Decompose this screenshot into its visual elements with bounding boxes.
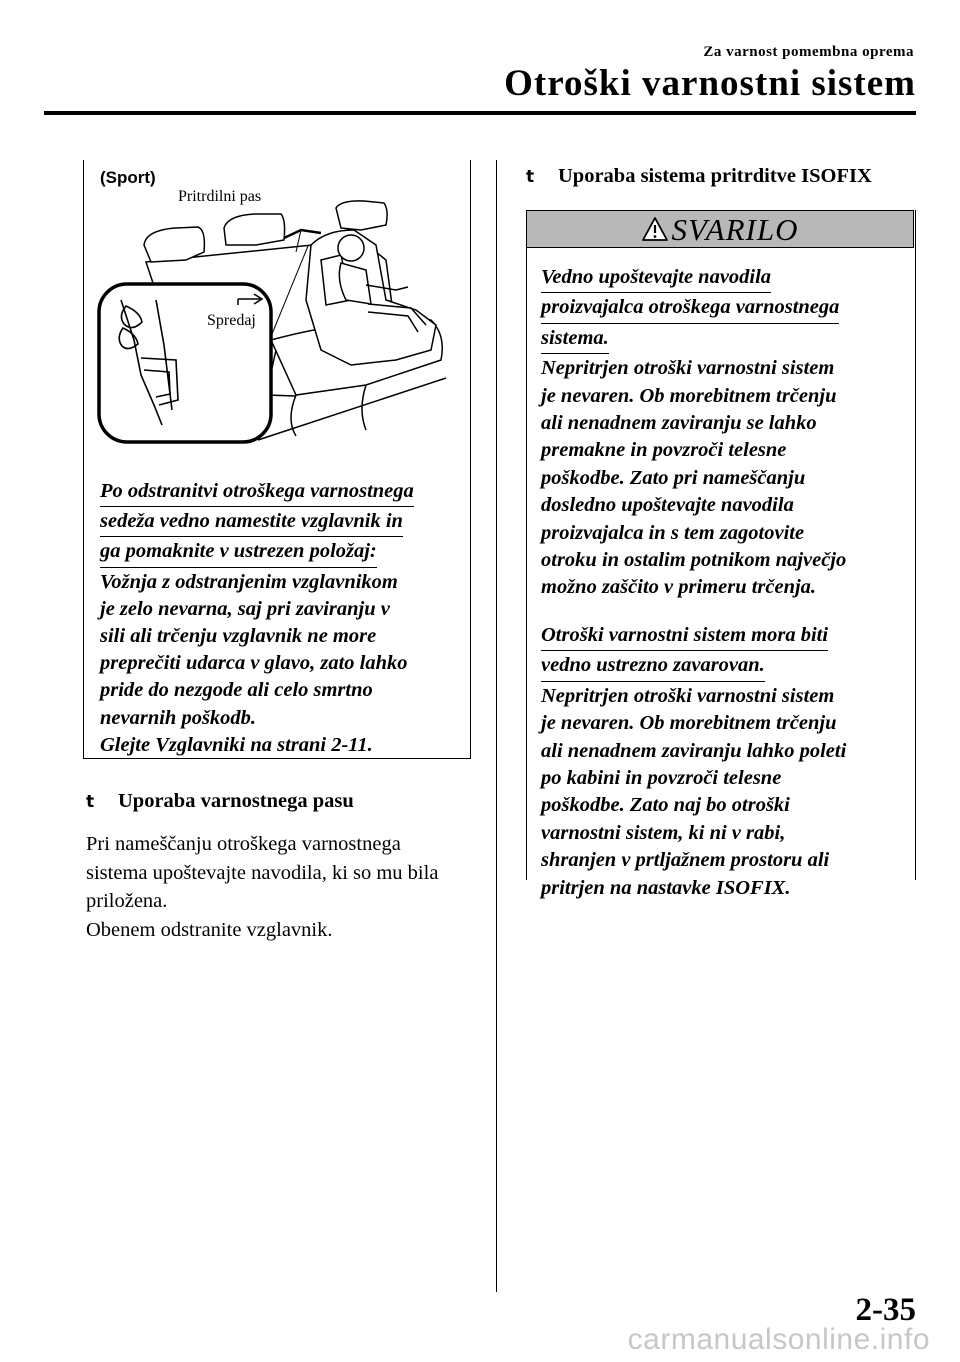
caution-line: Otroški varnostni sistem mora biti [541, 622, 828, 651]
caution-line: otroku in ostalim potnikom največjo [541, 549, 847, 572]
warning-line: pride do nezgode ali celo smrtno [100, 679, 373, 702]
warning-line: sili ali trčenju vzglavnik ne more [100, 625, 377, 648]
caution-line: vedno ustrezno zavarovan. [541, 652, 765, 681]
caution-line: Nepritrjen otroški varnostni sistem [541, 357, 835, 380]
section-bullet: t [526, 167, 535, 187]
warning-line: nevarnih poškodb. [100, 706, 257, 729]
caution-line: shranjen v prtljažnem prostoru ali [541, 849, 830, 872]
isofix-heading-text: Uporaba sistema pritrditve ISOFIX [558, 165, 872, 187]
body-line: sistema upoštevajte navodila, ki so mu bila [86, 861, 439, 884]
page-title: Otroški varnostni sistem [504, 63, 916, 104]
warning-line: ga pomaknite v ustrezen položaj: [100, 538, 377, 567]
child-seat-illustration [96, 200, 468, 450]
watermark: carmanualsonline.info [627, 1323, 930, 1356]
warning-line: Po odstranitvi otroškega varnostnega [100, 478, 414, 507]
figure-variant-label: (Sport) [100, 168, 156, 187]
warning-line: je zelo nevarna, saj pri zaviranju v [100, 597, 390, 620]
arrow-right-icon [236, 292, 266, 306]
caution-line: po kabini in povzroči telesne [541, 766, 782, 789]
seat-belt-heading-text: Uporaba varnostnega pasu [118, 790, 354, 812]
caution-line: pritrjen na nastavke ISOFIX. [541, 876, 791, 899]
caution-line: poškodbe. Zato pri nameščanju [541, 466, 806, 489]
caution-text [541, 264, 911, 902]
caution-line: je nevaren. Ob morebitnem trčenju [541, 712, 837, 735]
caution-line: ali nenadnem zaviranju se lahko [541, 412, 817, 435]
body-line: Obenem odstranite vzglavnik. [86, 918, 333, 941]
warning-line: Vožnja z odstranjenim vzglavnikom [100, 570, 398, 593]
caution-line: varnostni sistem, ki ni v rabi, [541, 821, 786, 844]
header-section-label: Za varnost pomembna oprema [703, 44, 914, 60]
section-bullet: t [86, 792, 95, 812]
column-divider [496, 160, 497, 1292]
header-rule [44, 111, 916, 115]
caution-line: Nepritrjen otroški varnostni sistem [541, 684, 835, 707]
warning-line: sedeža vedno namestite vzglavnik in [100, 508, 403, 537]
body-line: Pri nameščanju otroškega varnostnega [86, 833, 401, 855]
front-direction-label: Spredaj [207, 312, 256, 329]
headrest-warning [100, 478, 462, 759]
caution-line: je nevaren. Ob morebitnem trčenju [541, 384, 837, 407]
warning-line: Glejte Vzglavniki na strani 2-11. [100, 733, 373, 756]
caution-title [526, 212, 914, 248]
body-line: priložena. [86, 890, 168, 913]
caution-title-text: SVARILO [671, 212, 799, 247]
caution-line: dosledno upoštevajte navodila [541, 494, 794, 517]
caution-line: sistema. [541, 325, 609, 354]
caution-line: proizvajalca otroškega varnostnega [541, 294, 839, 323]
isofix-heading [526, 165, 872, 188]
caution-line: premakne in povzroči telesne [541, 439, 787, 462]
caution-line: Vedno upoštevajte navodila [541, 264, 771, 293]
warning-line: preprečiti udarca v glavo, zato lahko [100, 652, 408, 675]
caution-line: možno zaščito v primeru trčenja. [541, 576, 817, 599]
seat-belt-heading [86, 790, 354, 813]
seat-belt-body [86, 830, 476, 944]
caution-line: poškodbe. Zato naj bo otroški [541, 794, 790, 817]
belt-callout-label: Pritrdilni pas [178, 188, 262, 205]
page-number: 2-35 [855, 1292, 916, 1328]
caution-line: ali nenadnem zaviranju lahko poleti [541, 739, 847, 762]
caution-line: proizvajalca in s tem zagotovite [541, 521, 805, 544]
